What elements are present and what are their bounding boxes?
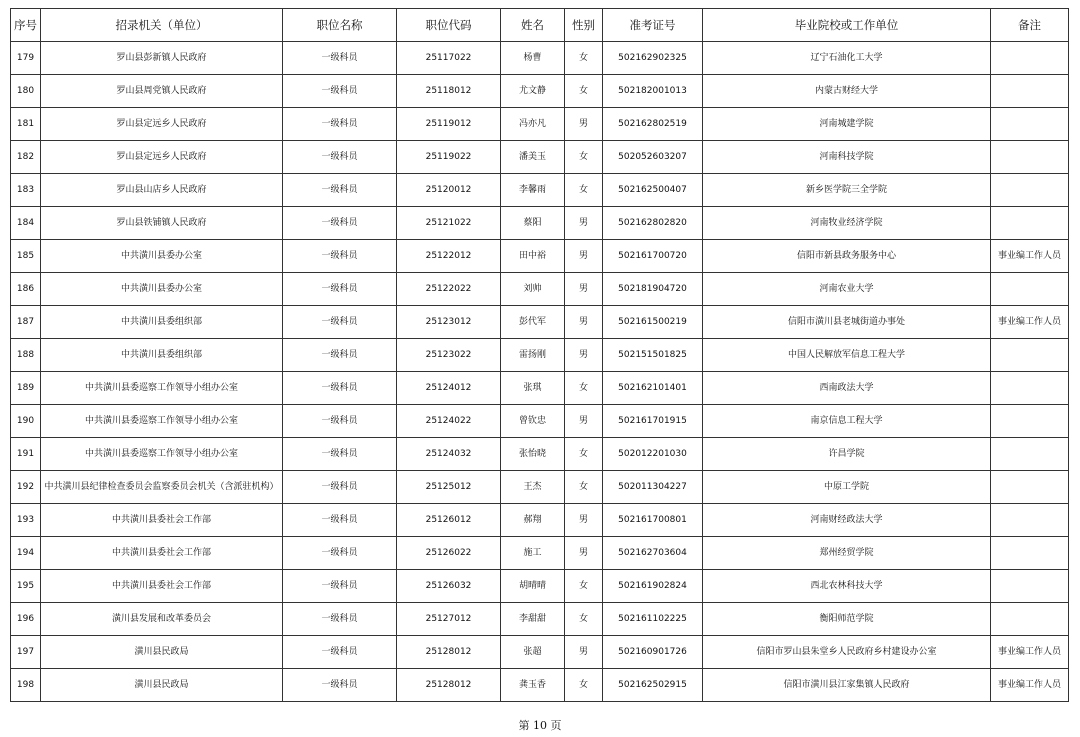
cell-position-code: 25118012 [397,75,501,108]
cell-index: 195 [11,570,41,603]
cell-index: 194 [11,537,41,570]
cell-remarks [991,207,1069,240]
cell-name: 刘帅 [501,273,565,306]
cell-exam-id: 502181904720 [603,273,703,306]
table-row [11,405,1069,438]
results-table-container [10,8,1068,702]
cell-remarks: 事业编工作人员 [991,669,1069,702]
cell-index: 187 [11,306,41,339]
cell-position-name: 一级科员 [283,240,397,273]
cell-index: 182 [11,141,41,174]
cell-position-name: 一级科员 [283,471,397,504]
cell-school-or-employer: 河南牧业经济学院 [703,207,991,240]
table-row [11,603,1069,636]
cell-position-code: 25119012 [397,108,501,141]
cell-position-name: 一级科员 [283,273,397,306]
cell-name: 胡晴晴 [501,570,565,603]
cell-position-code: 25122022 [397,273,501,306]
table-row [11,372,1069,405]
cell-position-name: 一级科员 [283,636,397,669]
cell-remarks [991,570,1069,603]
header-position-code: 职位代码 [397,9,501,42]
table-row [11,108,1069,141]
cell-name: 田中裕 [501,240,565,273]
cell-gender: 男 [565,504,603,537]
cell-school-or-employer: 中国人民解放军信息工程大学 [703,339,991,372]
table-body [11,42,1069,702]
cell-remarks [991,273,1069,306]
cell-position-code: 25126032 [397,570,501,603]
cell-agency: 中共潢川县委组织部 [41,339,283,372]
cell-position-code: 25124012 [397,372,501,405]
cell-exam-id: 502162902325 [603,42,703,75]
cell-index: 190 [11,405,41,438]
cell-school-or-employer: 河南科技学院 [703,141,991,174]
cell-index: 180 [11,75,41,108]
table-row [11,141,1069,174]
cell-position-name: 一级科员 [283,42,397,75]
cell-exam-id: 502161701915 [603,405,703,438]
cell-exam-id: 502161700720 [603,240,703,273]
header-gender: 性别 [565,9,603,42]
cell-gender: 男 [565,537,603,570]
cell-position-name: 一级科员 [283,537,397,570]
cell-agency: 罗山县周党镇人民政府 [41,75,283,108]
cell-gender: 女 [565,603,603,636]
table-row [11,669,1069,702]
cell-exam-id: 502052603207 [603,141,703,174]
cell-exam-id: 502161500219 [603,306,703,339]
cell-name: 杨曹 [501,42,565,75]
table-row [11,636,1069,669]
cell-school-or-employer: 信阳市潢川县老城街道办事处 [703,306,991,339]
cell-gender: 女 [565,438,603,471]
cell-remarks [991,504,1069,537]
cell-exam-id: 502161902824 [603,570,703,603]
cell-index: 193 [11,504,41,537]
cell-school-or-employer: 河南城建学院 [703,108,991,141]
cell-gender: 女 [565,570,603,603]
cell-remarks [991,471,1069,504]
cell-remarks [991,42,1069,75]
cell-agency: 中共潢川县委巡察工作领导小组办公室 [41,438,283,471]
cell-gender: 女 [565,471,603,504]
cell-exam-id: 502011304227 [603,471,703,504]
cell-remarks [991,537,1069,570]
cell-agency: 潢川县民政局 [41,669,283,702]
cell-index: 188 [11,339,41,372]
cell-remarks [991,372,1069,405]
cell-agency: 中共潢川县委办公室 [41,240,283,273]
cell-name: 张怡晓 [501,438,565,471]
cell-agency: 罗山县山店乡人民政府 [41,174,283,207]
cell-name: 蔡阳 [501,207,565,240]
cell-remarks [991,339,1069,372]
cell-school-or-employer: 河南农业大学 [703,273,991,306]
cell-exam-id: 502162101401 [603,372,703,405]
table-row [11,471,1069,504]
cell-name: 冯亦凡 [501,108,565,141]
cell-position-name: 一级科员 [283,75,397,108]
cell-gender: 女 [565,42,603,75]
cell-school-or-employer: 信阳市罗山县朱堂乡人民政府乡村建设办公室 [703,636,991,669]
cell-exam-id: 502161700801 [603,504,703,537]
cell-name: 王杰 [501,471,565,504]
cell-remarks: 事业编工作人员 [991,240,1069,273]
table-row [11,504,1069,537]
cell-position-code: 25123022 [397,339,501,372]
cell-remarks [991,108,1069,141]
cell-agency: 罗山县彭新镇人民政府 [41,42,283,75]
cell-remarks [991,603,1069,636]
cell-remarks [991,75,1069,108]
cell-name: 尤文静 [501,75,565,108]
cell-index: 197 [11,636,41,669]
cell-school-or-employer: 许昌学院 [703,438,991,471]
cell-position-name: 一级科员 [283,438,397,471]
cell-index: 181 [11,108,41,141]
results-table [10,8,1069,702]
cell-exam-id: 502162703604 [603,537,703,570]
cell-position-code: 25123012 [397,306,501,339]
cell-name: 潘美玉 [501,141,565,174]
cell-position-name: 一级科员 [283,405,397,438]
cell-remarks [991,405,1069,438]
cell-position-name: 一级科员 [283,372,397,405]
cell-remarks [991,438,1069,471]
cell-gender: 女 [565,141,603,174]
cell-index: 185 [11,240,41,273]
cell-school-or-employer: 信阳市潢川县江家集镇人民政府 [703,669,991,702]
cell-remarks [991,174,1069,207]
cell-position-code: 25125012 [397,471,501,504]
cell-school-or-employer: 郑州经贸学院 [703,537,991,570]
cell-position-name: 一级科员 [283,669,397,702]
table-row [11,339,1069,372]
cell-agency: 罗山县定远乡人民政府 [41,108,283,141]
header-agency: 招录机关（单位） [41,9,283,42]
header-position-name: 职位名称 [283,9,397,42]
cell-name: 施工 [501,537,565,570]
cell-agency: 中共潢川县委组织部 [41,306,283,339]
cell-agency: 潢川县发展和改革委员会 [41,603,283,636]
cell-index: 184 [11,207,41,240]
cell-school-or-employer: 中原工学院 [703,471,991,504]
cell-position-code: 25126012 [397,504,501,537]
cell-remarks [991,141,1069,174]
cell-name: 郝翔 [501,504,565,537]
table-row [11,438,1069,471]
cell-index: 196 [11,603,41,636]
cell-index: 198 [11,669,41,702]
table-header-row [11,9,1069,42]
cell-exam-id: 502162502915 [603,669,703,702]
cell-position-name: 一级科员 [283,339,397,372]
cell-index: 192 [11,471,41,504]
cell-gender: 男 [565,240,603,273]
cell-position-name: 一级科员 [283,504,397,537]
cell-position-code: 25117022 [397,42,501,75]
cell-index: 179 [11,42,41,75]
cell-name: 曾钦忠 [501,405,565,438]
cell-exam-id: 502160901726 [603,636,703,669]
cell-position-code: 25124032 [397,438,501,471]
cell-position-name: 一级科员 [283,141,397,174]
cell-agency: 中共潢川县委巡察工作领导小组办公室 [41,405,283,438]
cell-gender: 男 [565,636,603,669]
cell-index: 186 [11,273,41,306]
header-index: 序号 [11,9,41,42]
cell-position-name: 一级科员 [283,603,397,636]
cell-agency: 中共潢川县委社会工作部 [41,504,283,537]
cell-position-name: 一级科员 [283,174,397,207]
cell-school-or-employer: 内蒙古财经大学 [703,75,991,108]
table-row [11,537,1069,570]
cell-name: 雷扬刚 [501,339,565,372]
cell-exam-id: 502162500407 [603,174,703,207]
cell-position-code: 25122012 [397,240,501,273]
cell-position-code: 25121022 [397,207,501,240]
cell-position-name: 一级科员 [283,207,397,240]
cell-agency: 潢川县民政局 [41,636,283,669]
cell-agency: 中共潢川县委办公室 [41,273,283,306]
table-row [11,273,1069,306]
cell-gender: 男 [565,207,603,240]
header-remarks: 备注 [991,9,1069,42]
table-row [11,570,1069,603]
cell-position-code: 25128012 [397,669,501,702]
cell-gender: 男 [565,306,603,339]
cell-name: 龚玉香 [501,669,565,702]
table-row [11,240,1069,273]
cell-school-or-employer: 南京信息工程大学 [703,405,991,438]
table-row [11,174,1069,207]
cell-agency: 中共潢川县委巡察工作领导小组办公室 [41,372,283,405]
cell-position-code: 25119022 [397,141,501,174]
cell-exam-id: 502151501825 [603,339,703,372]
cell-name: 张琪 [501,372,565,405]
cell-index: 189 [11,372,41,405]
cell-school-or-employer: 河南财经政法大学 [703,504,991,537]
header-name: 姓名 [501,9,565,42]
cell-school-or-employer: 新乡医学院三全学院 [703,174,991,207]
cell-name: 李馨雨 [501,174,565,207]
cell-position-code: 25126022 [397,537,501,570]
cell-exam-id: 502162802820 [603,207,703,240]
cell-remarks: 事业编工作人员 [991,306,1069,339]
cell-name: 彭代军 [501,306,565,339]
cell-exam-id: 502182001013 [603,75,703,108]
table-row [11,42,1069,75]
header-exam-id: 准考证号 [603,9,703,42]
cell-position-name: 一级科员 [283,570,397,603]
cell-position-name: 一级科员 [283,306,397,339]
cell-school-or-employer: 西南政法大学 [703,372,991,405]
cell-name: 张超 [501,636,565,669]
cell-position-code: 25120012 [397,174,501,207]
cell-position-code: 25124022 [397,405,501,438]
cell-remarks: 事业编工作人员 [991,636,1069,669]
cell-gender: 男 [565,273,603,306]
cell-agency: 中共潢川县纪律检查委员会监察委员会机关（含派驻机构） [41,471,283,504]
cell-gender: 男 [565,108,603,141]
cell-position-name: 一级科员 [283,108,397,141]
cell-agency: 中共潢川县委社会工作部 [41,537,283,570]
table-row [11,75,1069,108]
cell-gender: 女 [565,372,603,405]
cell-school-or-employer: 衡阳师范学院 [703,603,991,636]
cell-gender: 女 [565,75,603,108]
table-row [11,306,1069,339]
cell-exam-id: 502162802519 [603,108,703,141]
cell-name: 李甜甜 [501,603,565,636]
cell-index: 191 [11,438,41,471]
cell-gender: 女 [565,669,603,702]
cell-school-or-employer: 辽宁石油化工大学 [703,42,991,75]
cell-agency: 中共潢川县委社会工作部 [41,570,283,603]
page-number: 第 10 页 [518,719,562,732]
cell-gender: 男 [565,339,603,372]
cell-agency: 罗山县定远乡人民政府 [41,141,283,174]
cell-school-or-employer: 信阳市新县政务服务中心 [703,240,991,273]
cell-school-or-employer: 西北农林科技大学 [703,570,991,603]
cell-position-code: 25127012 [397,603,501,636]
cell-position-code: 25128012 [397,636,501,669]
header-school-or-employer: 毕业院校或工作单位 [703,9,991,42]
cell-agency: 罗山县铁铺镇人民政府 [41,207,283,240]
cell-exam-id: 502161102225 [603,603,703,636]
cell-gender: 男 [565,405,603,438]
cell-index: 183 [11,174,41,207]
cell-exam-id: 502012201030 [603,438,703,471]
cell-gender: 女 [565,174,603,207]
table-row [11,207,1069,240]
